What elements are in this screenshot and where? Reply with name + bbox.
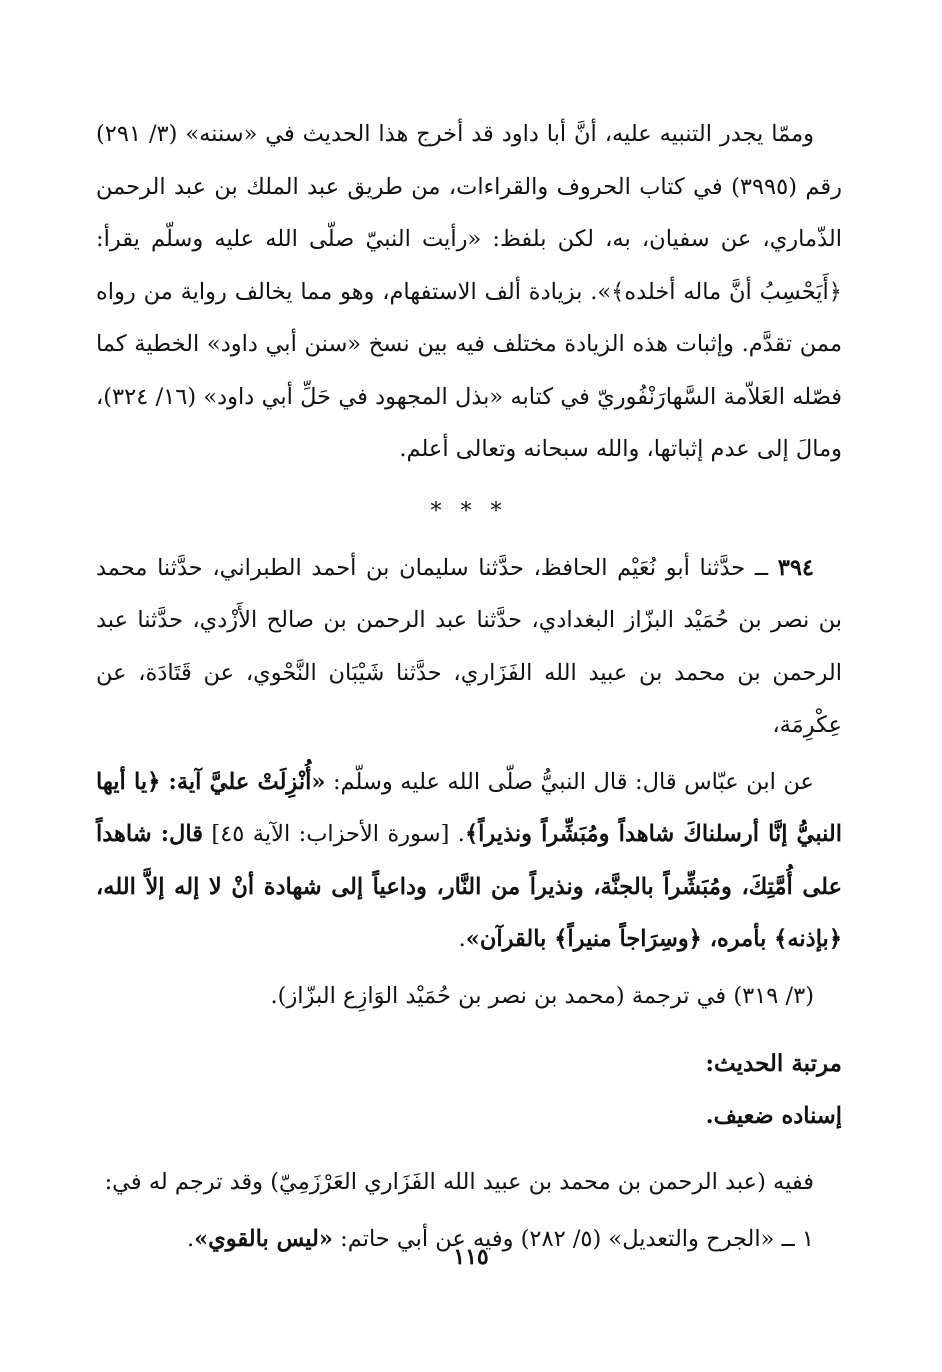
citation-number: ١ [801, 1225, 814, 1252]
citation-end: . [186, 1225, 195, 1252]
section-heading-hadith-grade: مرتبة الحديث: [705, 1050, 842, 1077]
matn-lead: عن ابن عبّاس قال: قال النبيُّ صلّى الله عليه وسلّم: [325, 768, 814, 795]
paragraph-narrator-note: ففيه (عبد الرحمن بن محمد بن عبيد الله الفَزَاري العَرْزَمِيّ) وقد ترجم له في: [104, 1169, 814, 1195]
hadith-number: ٣٩٤ [777, 554, 814, 581]
hadith-grade: إسناده ضعيف. [705, 1103, 842, 1129]
matn-quote-2: قال: شاهداً على أُمَّتِكَ، ومُبَشِّراً بالجنَّة، ونذيراً من النَّار، وداعياً إلى شهادة أنْ لا إله إلاَّ الله، ﴿بإذنه﴾ بأمره، ﴿وسِرَاجاً منيراً﴾ بالقرآن» [96, 821, 842, 952]
paragraph-source-reference: (٣/ ٣١٩) في ترجمة (محمد بن نصر بن حُمَيْد الوَازِع البزّاز). [270, 982, 814, 1009]
citation-text: ــ «الجرح والتعديل» (٥/ ٢٨٢) وفيه عن أبي حاتم: [332, 1225, 802, 1252]
paragraph-abu-dawud-note: وممّا يجدر التنبيه عليه، أنَّ أبا داود قد أخرج هذا الحديث في «سننه» (٣/ ٢٩١) رقم (٣٩٩٥) في كتاب الحروف والقراءات، من طريق عبد الملك بن عبد الرحمن الذّماري، عن سفيان، به، لكن بلفظ: «رأيت النبيّ صلّى الله عليه وسلّم يقرأ: ﴿أَيَحْسِبُ أنَّ ماله أخلده﴾». بزيادة ألف الاستفهام، وهو مما يخالف رواية من رواه ممن تقدَّم. وإثبات هذه الزيادة مختلف فيه بين نسخ «سنن أبي داود» الخطية كما فصّله العَلاّمة السَّهارَنْفُوريّ في كتابه «بذل المجهود في حَلِّ أبي داود» (١٦/ ٣٢٤)، ومالَ إلى عدم إثباتها، والله سبحانه وتعالى أعلم. [96, 121, 842, 462]
matn-quote-1: «أُنْزِلَتْ عليَّ آية: ﴿يا أيها النبيُّ إنَّا أرسلناكَ شاهداً ومُبَشِّراً ونذيراً﴾ [96, 768, 842, 847]
matn-end: . [458, 926, 466, 952]
page-number: ١١٥ [453, 1244, 489, 1270]
hadith-isnad-text: ــ حدَّثنا أبو نُعَيْم الحافظ، حدَّثنا سليمان بن أحمد الطبراني، حدَّثنا محمد بن نصر بن حُمَيْد البزّاز البغدادي، حدَّثنا عبد الرحمن بن صالح الأَزْدي، حدَّثنا عبد الرحمن بن محمد بن عبيد الله الفَزَاري، حدَّثنا شَيْبَان النَّحْوي، عن قَتَادَة، عن عِكْرِمَة، [96, 554, 842, 738]
paragraph-hadith-matn [96, 756, 842, 966]
section-divider: * * * [430, 498, 508, 524]
matn-surah-ref: . [سورة الأحزاب: الآية ٤٥] [203, 821, 465, 847]
citation-quote: «ليس بالقوي» [194, 1225, 333, 1252]
paragraph-hadith-isnad [96, 542, 842, 752]
